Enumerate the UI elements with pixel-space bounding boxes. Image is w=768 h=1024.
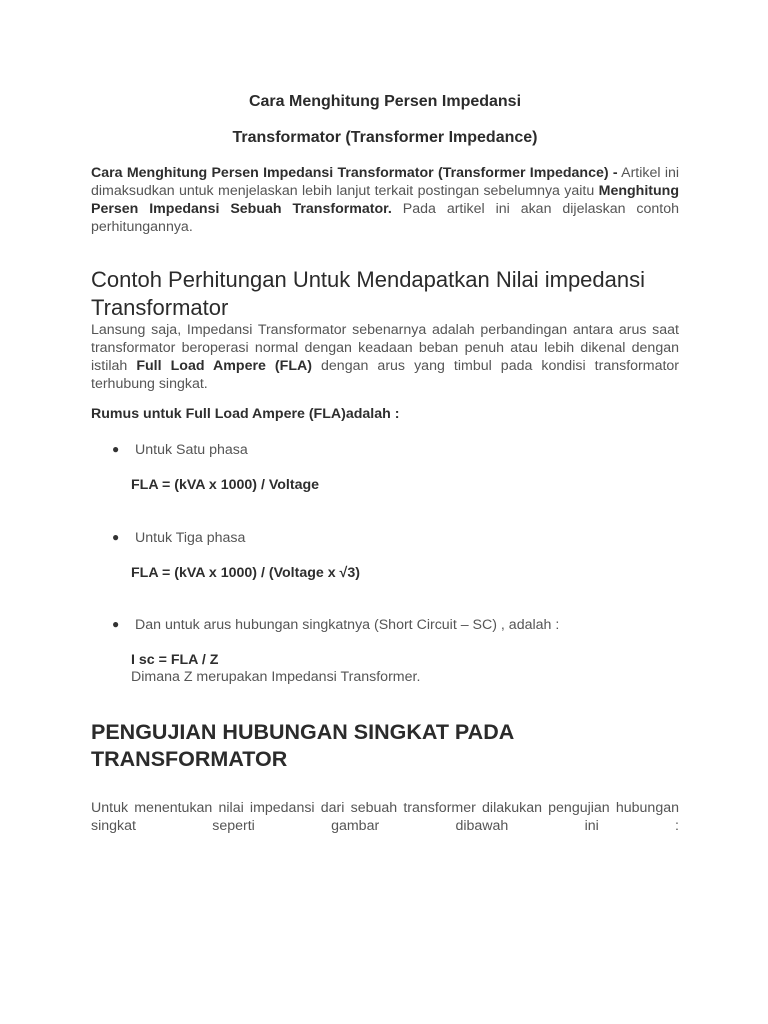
formula-short-circuit: I sc = FLA / Z: [131, 652, 219, 668]
list-item: [112, 442, 248, 458]
bullet-dot-icon: ●: [112, 530, 120, 544]
document-title-line-1: Cara Menghitung Persen Impedansi: [248, 93, 522, 110]
intro-bold-lead: Cara Menghitung Persen Impedansi Transformator (Transformer Impedance) -: [91, 165, 618, 181]
bullet-dot-icon: ●: [112, 617, 120, 631]
intro-paragraph: [91, 164, 679, 236]
section-paragraph-impedansi: [91, 321, 679, 393]
formula-satu-phasa: FLA = (kVA x 1000) / Voltage: [131, 477, 320, 493]
pengujian-paragraph: Untuk menentukan nilai impedansi dari sebuah transformer dilakukan pengujian hubungan singkat seperti gambar dibawah ini :: [91, 800, 679, 834]
section-heading-contoh: Contoh Perhitungan Untuk Mendapatkan Nilai impedansi Transformator: [91, 267, 646, 320]
list-item-label: Dan untuk arus hubungan singkatnya (Short Circuit – SC) , adalah :: [135, 617, 560, 633]
section-heading-pengujian: PENGUJIAN HUBUNGAN SINGKAT PADA TRANSFORMATOR: [91, 720, 514, 771]
impedansi-text-1: Lansung saja, Impedansi Transformator sebenarnya adalah perbandingan antara arus saat transformator beroperasi normal dengan keadaan beban penuh atau lebih dikenal dengan istilah: [91, 322, 679, 374]
formula-note: Dimana Z merupakan Impedansi Transformer.: [131, 669, 421, 685]
impedansi-text-2: dengan arus yang timbul pada kondisi transformator terhubung singkat.: [91, 358, 680, 392]
intro-bold-link: Menghitung Persen Impedansi Sebuah Transformator.: [91, 183, 679, 217]
fla-term: Full Load Ampere (FLA): [136, 358, 312, 374]
document-title-line-2: Transformator (Transformer Impedance): [232, 129, 538, 146]
rumus-heading: Rumus untuk Full Load Ampere (FLA)adalah :: [91, 406, 400, 422]
list-item: [112, 530, 245, 546]
list-item-label: Untuk Tiga phasa: [135, 530, 246, 546]
list-item-label: Untuk Satu phasa: [135, 442, 248, 458]
bullet-dot-icon: ●: [112, 442, 120, 456]
intro-text-1: Artikel ini dimaksudkan untuk menjelaskan lebih lanjut terkait postingan sebelumnya yaitu: [91, 165, 680, 199]
formula-tiga-phasa: FLA = (kVA x 1000) / (Voltage x √3): [131, 565, 360, 581]
list-item: [112, 617, 559, 633]
intro-text-2: Pada artikel ini akan dijelaskan contoh perhitungannya.: [91, 201, 679, 235]
